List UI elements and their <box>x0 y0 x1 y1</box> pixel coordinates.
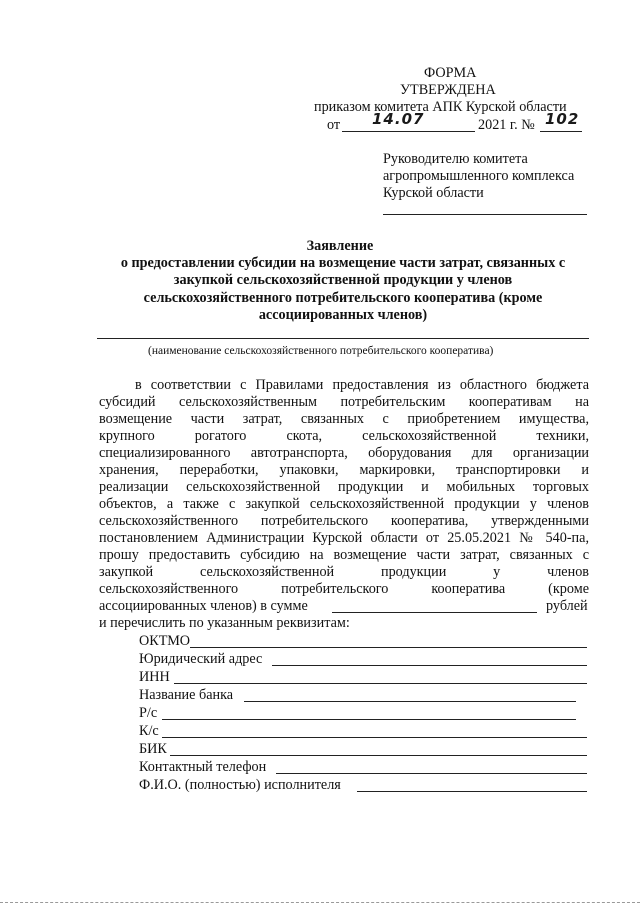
page-bottom-edge <box>0 902 640 903</box>
body-line-1: в соответствии с Правилами предоставления из областного бюджета <box>135 377 589 393</box>
body-line-5: специализированного автотранспорта, оборудования для организации <box>99 445 589 461</box>
form-label: ФОРМА <box>424 65 477 81</box>
year-number-text: 2021 г. № <box>478 117 535 133</box>
body-line-8: объектов, а также с закупкой сельскохозяйственной продукции у членов <box>99 496 589 512</box>
bik-line <box>170 755 587 756</box>
bank-label: Название банка <box>139 687 234 703</box>
oktmo-line <box>190 647 587 648</box>
oktmo-label: ОКТМО <box>139 633 191 649</box>
addressee-line-2: агропромышленного комплекса <box>383 168 575 184</box>
phone-line <box>276 773 587 774</box>
addressee-line-1: Руководителю комитета <box>383 151 528 167</box>
address-label: Юридический адрес <box>139 651 263 667</box>
body-line-2: субсидий сельскохозяйственным потребительским кооперативам на <box>99 394 589 410</box>
body-line-7: реализации сельскохозяйственной продукции и мобильных торговых <box>99 479 589 495</box>
rs-label: Р/с <box>139 705 158 721</box>
body-line-4: крупного рогатого скота, сельскохозяйственной техники, <box>99 428 589 444</box>
body-line-9: сельскохозяйственного потребительского кооператива, утвержденными <box>99 513 589 529</box>
cooperative-name-caption: (наименование сельскохозяйственного потребительского кооператива) <box>148 345 494 357</box>
fio-line <box>357 791 587 792</box>
bik-label: БИК <box>139 741 167 757</box>
number-handwritten: 102 <box>545 110 580 128</box>
body-line-13: сельскохозяйственного потребительского кооператива (кроме <box>99 581 589 597</box>
from-prefix: от <box>327 117 341 133</box>
body-line-6: хранения, переработки, упаковки, маркировки, транспортировки и <box>99 462 589 478</box>
amount-line <box>332 612 537 613</box>
title-line-4: ассоциированных членов) <box>258 307 428 323</box>
title-line-2: закупкой сельскохозяйственной продукции у членов <box>173 272 513 288</box>
address-line <box>272 665 587 666</box>
addressee-line-3: Курской области <box>383 185 484 201</box>
ks-line <box>162 737 587 738</box>
addressee-name-line <box>383 214 587 215</box>
title-line-1: о предоставлении субсидии на возмещение части затрат, связанных с <box>120 255 566 271</box>
body-line-15: и перечислить по указанным реквизитам: <box>99 615 350 631</box>
title-line-3: сельскохозяйственного потребительского кооператива (кроме <box>143 290 543 306</box>
body-line-14-start: ассоциированных членов) в сумме <box>99 598 308 614</box>
ks-label: К/с <box>139 723 159 739</box>
body-line-10: постановлением Администрации Курской области от 25.05.2021 № 540-па, <box>99 530 589 546</box>
phone-label: Контактный телефон <box>139 759 267 775</box>
inn-line <box>174 683 587 684</box>
rs-line <box>162 719 576 720</box>
body-line-12: закупкой сельскохозяйственной продукции у членов <box>99 564 589 580</box>
order-text: приказом комитета АПК Курской области <box>314 99 567 115</box>
fio-label: Ф.И.О. (полностью) исполнителя <box>139 777 341 793</box>
body-line-14-end: рублей <box>546 598 588 614</box>
cooperative-name-line <box>97 338 589 339</box>
number-underline <box>540 131 582 132</box>
title-word: Заявление <box>306 238 374 254</box>
inn-label: ИНН <box>139 669 170 685</box>
date-handwritten: 14.07 <box>372 110 425 128</box>
body-line-3: возмещение части затрат, связанных с приобретением имущества, <box>99 411 589 427</box>
date-underline <box>342 131 475 132</box>
bank-line <box>244 701 576 702</box>
body-line-11: прошу предоставить субсидию на возмещение части затрат, связанных с <box>99 547 589 563</box>
approved-label: УТВЕРЖДЕНА <box>400 82 496 98</box>
